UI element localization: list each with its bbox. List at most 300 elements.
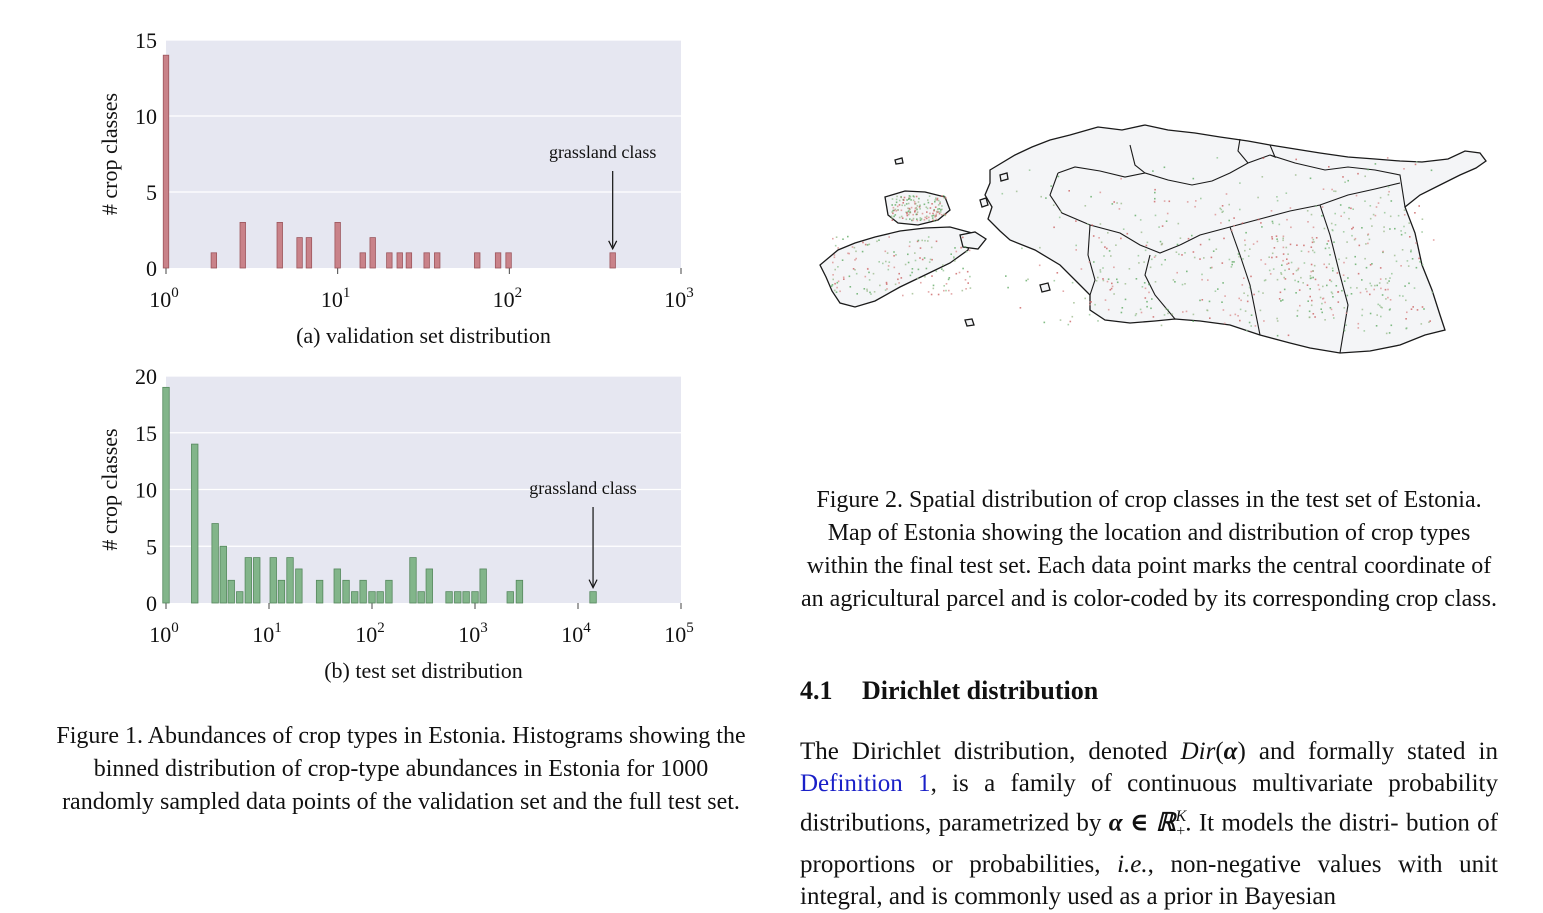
parcel-point [1352, 227, 1354, 229]
parcel-point [1290, 244, 1292, 246]
parcel-point [1303, 245, 1305, 247]
parcel-point [1312, 250, 1314, 252]
parcel-point [931, 259, 933, 261]
parcel-point [1263, 320, 1265, 322]
parcel-point [922, 259, 924, 261]
parcel-point [1270, 273, 1272, 275]
parcel-point [960, 247, 962, 249]
parcel-point [1094, 304, 1096, 306]
parcel-point [835, 245, 837, 247]
parcel-point [1244, 250, 1246, 252]
histogram-bar [236, 592, 243, 603]
parcel-point [1060, 211, 1062, 213]
parcel-point [1206, 309, 1208, 311]
parcel-point [1332, 314, 1334, 316]
parcel-point [1346, 241, 1348, 243]
parcel-point [1269, 270, 1271, 272]
parcel-point [1350, 208, 1352, 210]
parcel-point [1411, 308, 1413, 310]
parcel-point [1418, 205, 1420, 207]
parcel-point [1188, 238, 1190, 240]
parcel-point [842, 238, 844, 240]
parcel-point [965, 279, 967, 281]
parcel-point [873, 273, 875, 275]
parcel-point [1233, 261, 1235, 263]
parcel-point [924, 257, 926, 259]
parcel-point [908, 214, 910, 216]
parcel-point [843, 277, 845, 279]
parcel-point [1304, 262, 1306, 264]
parcel-point [1271, 236, 1273, 238]
parcel-point [831, 285, 833, 287]
histogram-bar [297, 238, 303, 268]
parcel-point [885, 251, 887, 253]
parcel-point [1155, 215, 1157, 217]
parcel-point [847, 236, 849, 238]
parcel-point [1332, 268, 1334, 270]
parcel-point [1224, 295, 1226, 297]
parcel-point [893, 255, 895, 257]
x-tick-label: $10^1$ [320, 285, 351, 312]
parcel-point [1319, 289, 1321, 291]
parcel-point [1380, 306, 1382, 308]
parcel-point [869, 292, 871, 294]
parcel-point [1348, 218, 1350, 220]
parcel-point [1364, 200, 1366, 202]
parcel-point [1084, 298, 1086, 300]
parcel-point [1324, 228, 1326, 230]
parcel-point [885, 289, 887, 291]
parcel-point [1375, 215, 1377, 217]
x-tick-label: $10^3$ [664, 285, 694, 312]
parcel-point [895, 209, 897, 211]
parcel-point [912, 220, 914, 222]
parcel-point [1341, 290, 1343, 292]
parcel-point [1264, 280, 1266, 282]
parcel-point [908, 198, 910, 200]
parcel-point [906, 212, 908, 214]
parcel-point [926, 206, 928, 208]
parcel-point [1408, 265, 1410, 267]
histogram-bar [507, 592, 514, 603]
histogram-bar [335, 222, 341, 268]
parcel-point [1068, 324, 1070, 326]
parcel-point [1153, 316, 1155, 318]
parcel-point [837, 247, 839, 249]
parcel-point [924, 204, 926, 206]
parcel-point [1394, 228, 1396, 230]
parcel-point [962, 268, 964, 270]
parcel-point [1102, 278, 1104, 280]
parcel-point [954, 260, 956, 262]
parcel-point [1164, 200, 1166, 202]
parcel-point [1075, 249, 1077, 251]
parcel-point [937, 208, 939, 210]
parcel-point [866, 290, 868, 292]
parcel-point [1332, 229, 1334, 231]
parcel-point [895, 204, 897, 206]
parcel-point [1224, 323, 1226, 325]
parcel-point [912, 214, 914, 216]
x-tick-exponent: 0 [171, 285, 179, 301]
y-tick-label: 0 [146, 591, 157, 616]
parcel-point [1309, 311, 1311, 313]
parcel-point [1181, 254, 1183, 256]
parcel-point [1291, 262, 1293, 264]
parcel-point [891, 217, 893, 219]
parcel-point [1376, 206, 1378, 208]
parcel-point [1146, 301, 1148, 303]
parcel-point [962, 290, 964, 292]
test-histogram [0, 330, 760, 660]
parcel-point [1136, 278, 1138, 280]
x-tick-label: $10^0$ [149, 285, 179, 312]
parcel-point [1333, 241, 1335, 243]
parcel-point [1402, 249, 1404, 251]
parcel-point [1404, 209, 1406, 211]
parcel-point [1239, 209, 1241, 211]
parcel-point [1107, 232, 1109, 234]
parcel-point [1365, 243, 1367, 245]
parcel-point [836, 287, 838, 289]
parcel-point [888, 236, 890, 238]
parcel-point [1073, 302, 1075, 304]
parcel-point [909, 195, 911, 197]
parcel-point [1090, 301, 1092, 303]
parcel-point [1360, 292, 1362, 294]
parcel-point [1238, 256, 1240, 258]
parcel-point [1148, 284, 1150, 286]
parcel-point [839, 291, 841, 293]
parcel-point [1245, 310, 1247, 312]
ruhnu-outline [965, 319, 974, 326]
parcel-point [941, 268, 943, 270]
parcel-point [1242, 258, 1244, 260]
histogram-bar [191, 444, 198, 603]
x-tick-label: $10^0$ [149, 620, 179, 647]
parcel-point [832, 279, 834, 281]
parcel-point [1164, 167, 1166, 169]
parcel-point [854, 247, 856, 249]
parcel-point [1419, 261, 1421, 263]
histogram-bar [506, 253, 512, 268]
parcel-point [1352, 208, 1354, 210]
parcel-point [1280, 272, 1282, 274]
parcel-point [1330, 307, 1332, 309]
parcel-point [1321, 303, 1323, 305]
parcel-point [1356, 195, 1358, 197]
parcel-point [1257, 197, 1259, 199]
parcel-point [970, 287, 972, 289]
parcel-point [1347, 295, 1349, 297]
parcel-point [906, 219, 908, 221]
parcel-point [838, 281, 840, 283]
parcel-point [1165, 308, 1167, 310]
parcel-point [1346, 312, 1348, 314]
parcel-point [1178, 223, 1180, 225]
parcel-point [1154, 256, 1156, 258]
parcel-point [1335, 224, 1337, 226]
definition-1-link[interactable]: Definition 1 [800, 770, 931, 798]
parcel-point [1389, 308, 1391, 310]
parcel-point [1277, 241, 1279, 243]
parcel-point [1089, 314, 1091, 316]
parcel-point [909, 246, 911, 248]
parcel-point [921, 240, 923, 242]
parcel-point [1403, 226, 1405, 228]
parcel-point [1222, 282, 1224, 284]
parcel-point [891, 216, 893, 218]
parcel-point [899, 217, 901, 219]
parcel-point [834, 283, 836, 285]
x-tick-label: $10^1$ [252, 620, 282, 647]
parcel-point [1246, 330, 1248, 332]
histogram-bar [495, 253, 501, 268]
parcel-point [1262, 292, 1264, 294]
parcel-point [1282, 240, 1284, 242]
parcel-point [939, 203, 941, 205]
parcel-point [903, 199, 905, 201]
parcel-point [1338, 301, 1340, 303]
parcel-point [1367, 169, 1369, 171]
parcel-point [1340, 215, 1342, 217]
parcel-point [1039, 247, 1041, 249]
parcel-point [1405, 300, 1407, 302]
parcel-point [1351, 293, 1353, 295]
parcel-point [912, 293, 914, 295]
parcel-point [938, 204, 940, 206]
parcel-point [1378, 202, 1380, 204]
parcel-point [1135, 215, 1137, 217]
parcel-point [1410, 249, 1412, 251]
parcel-point [1283, 247, 1285, 249]
parcel-point [915, 208, 917, 210]
x-tick-exponent: 1 [274, 620, 282, 636]
x-tick-label: $10^4$ [561, 620, 591, 647]
parcel-point [1262, 176, 1264, 178]
histogram-bar [463, 592, 470, 603]
parcel-point [1150, 308, 1152, 310]
parcel-point [1265, 263, 1267, 265]
parcel-point [933, 215, 935, 217]
x-tick-exponent: 0 [171, 620, 179, 636]
parcel-point [1020, 307, 1022, 309]
parcel-point [1389, 277, 1391, 279]
parcel-point [939, 201, 941, 203]
parcel-point [1260, 222, 1262, 224]
parcel-point [1313, 239, 1315, 241]
parcel-point [910, 275, 912, 277]
parcel-point [1091, 224, 1093, 226]
parcel-point [1331, 189, 1333, 191]
parcel-point [1309, 316, 1311, 318]
parcel-point [896, 202, 898, 204]
parcel-point [1116, 279, 1118, 281]
parcel-point [907, 215, 909, 217]
parcel-point [1161, 264, 1163, 266]
parcel-point [1361, 227, 1363, 229]
parcel-point [1150, 267, 1152, 269]
parcel-point [1387, 157, 1389, 159]
parcel-point [1312, 242, 1314, 244]
parcel-point [1412, 306, 1414, 308]
parcel-point [959, 272, 961, 274]
parcel-point [962, 237, 964, 239]
parcel-point [1231, 264, 1233, 266]
parcel-point [867, 244, 869, 246]
parcel-point [888, 269, 890, 271]
parcel-point [1388, 194, 1390, 196]
parcel-point [896, 210, 898, 212]
parcel-point [1380, 197, 1382, 199]
parcel-point [1321, 215, 1323, 217]
parcel-point [1388, 191, 1390, 193]
parcel-point [1380, 316, 1382, 318]
histogram-bar [370, 238, 376, 268]
parcel-point [901, 205, 903, 207]
parcel-point [1359, 245, 1361, 247]
parcel-point [912, 268, 914, 270]
parcel-point [832, 274, 834, 276]
parcel-point [1027, 279, 1029, 281]
parcel-point [1097, 277, 1099, 279]
parcel-point [1217, 288, 1219, 290]
parcel-point [1370, 218, 1372, 220]
parcel-point [1105, 299, 1107, 301]
parcel-point [862, 251, 864, 253]
parcel-point [1191, 235, 1193, 237]
parcel-point [931, 275, 933, 277]
parcel-point [918, 240, 920, 242]
parcel-point [891, 211, 893, 213]
histogram-bar [270, 558, 277, 603]
histogram-bar [351, 592, 358, 603]
parcel-point [1229, 259, 1231, 261]
parcel-point [1344, 280, 1346, 282]
parcel-point [1113, 293, 1115, 295]
parcel-point [1097, 320, 1099, 322]
parcel-point [1209, 317, 1211, 319]
parcel-point [1207, 279, 1209, 281]
parcel-point [932, 217, 934, 219]
parcel-point [1005, 275, 1007, 277]
parcel-point [897, 206, 899, 208]
parcel-point [943, 195, 945, 197]
parcel-point [1272, 221, 1274, 223]
parcel-point [1070, 321, 1072, 323]
parcel-point [1314, 265, 1316, 267]
parcel-point [874, 291, 876, 293]
parcel-point [1311, 264, 1313, 266]
parcel-point [1058, 176, 1060, 178]
parcel-point [1405, 232, 1407, 234]
parcel-point [922, 213, 924, 215]
parcel-point [850, 286, 852, 288]
parcel-point [1284, 270, 1286, 272]
parcel-point [1295, 174, 1297, 176]
parcel-point [1370, 313, 1372, 315]
parcel-point [954, 247, 956, 249]
parcel-point [899, 200, 901, 202]
parcel-point [1332, 270, 1334, 272]
parcel-point [1276, 238, 1278, 240]
histogram-bar [296, 569, 303, 603]
parcel-point [926, 216, 928, 218]
parcel-point [1429, 320, 1431, 322]
parcel-point [1263, 157, 1265, 159]
parcel-point [1293, 273, 1295, 275]
parcel-point [900, 196, 902, 198]
parcel-point [1231, 266, 1233, 268]
parcel-point [1380, 288, 1382, 290]
parcel-point [834, 257, 836, 259]
parcel-point [905, 264, 907, 266]
parcel-point [935, 206, 937, 208]
parcel-point [1123, 228, 1125, 230]
histogram-bar [306, 238, 312, 268]
parcel-point [1328, 240, 1330, 242]
parcel-point [1299, 289, 1301, 291]
parcel-point [885, 261, 887, 263]
parcel-point [1199, 258, 1201, 260]
parcel-point [1432, 292, 1434, 294]
parcel-point [1209, 239, 1211, 241]
parcel-point [917, 278, 919, 280]
parcel-point [1362, 309, 1364, 311]
parcel-point [897, 209, 899, 211]
parcel-point [1050, 185, 1052, 187]
parcel-point [1316, 237, 1318, 239]
parcel-point [854, 259, 856, 261]
parcel-point [1369, 294, 1371, 296]
muhu-outline [960, 232, 986, 249]
parcel-point [1125, 283, 1127, 285]
parcel-point [933, 285, 935, 287]
parcel-point [1260, 259, 1262, 261]
parcel-point [1380, 278, 1382, 280]
parcel-point [1361, 279, 1363, 281]
histogram-bar [334, 569, 341, 603]
parcel-point [832, 238, 834, 240]
parcel-point [1216, 248, 1218, 250]
parcel-point [1253, 294, 1255, 296]
parcel-point [1274, 247, 1276, 249]
parcel-point [1358, 323, 1360, 325]
parcel-point [1314, 252, 1316, 254]
parcel-point [1125, 299, 1127, 301]
parcel-point [934, 201, 936, 203]
parcel-point [1389, 332, 1391, 334]
parcel-point [1288, 335, 1290, 337]
parcel-point [1116, 202, 1118, 204]
parcel-point [1279, 224, 1281, 226]
histogram-bar [516, 580, 523, 603]
parcel-point [1093, 235, 1095, 237]
parcel-point [943, 270, 945, 272]
parcel-point [1296, 270, 1298, 272]
parcel-point [908, 262, 910, 264]
parcel-point [1342, 176, 1344, 178]
parcel-point [929, 195, 931, 197]
parcel-point [1284, 289, 1286, 291]
histogram-bar [245, 558, 252, 603]
parcel-point [946, 283, 948, 285]
parcel-point [1382, 251, 1384, 253]
parcel-point [1260, 310, 1262, 312]
parcel-point [1344, 212, 1346, 214]
parcel-point [1403, 168, 1405, 170]
parcel-point [1370, 205, 1372, 207]
